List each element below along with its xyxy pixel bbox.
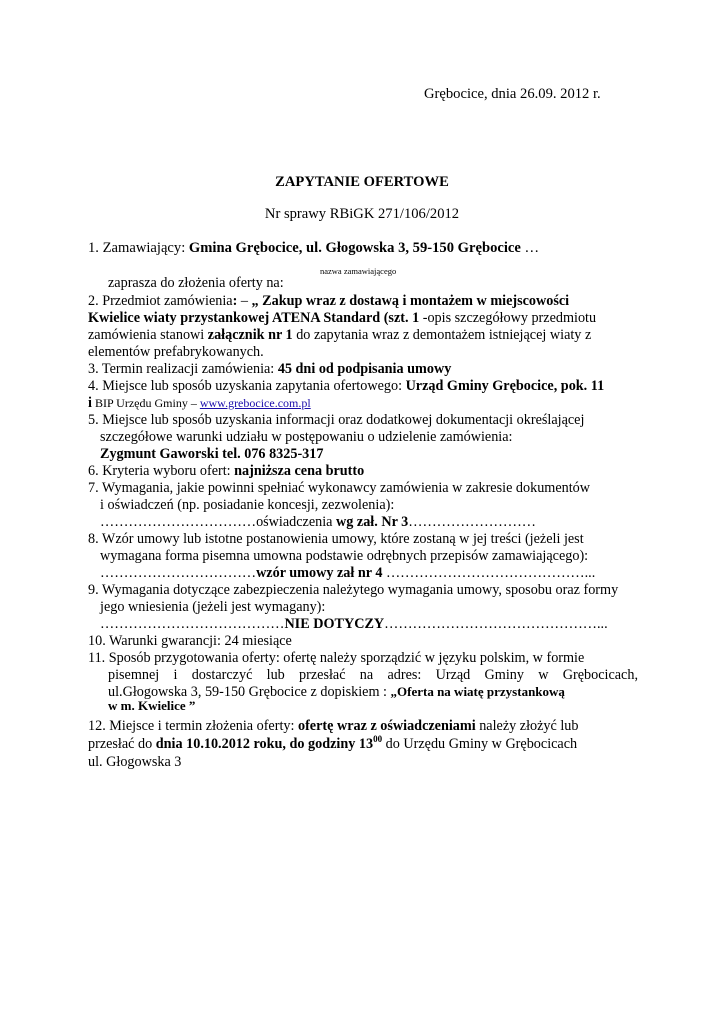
item-2-line-3 (88, 326, 591, 344)
item-9-line-3c: ………………………………………... (384, 616, 608, 632)
item-2-line-4: elementów prefabrykowanych. (88, 344, 264, 360)
item-10: 10. Warunki gwarancji: 24 miesiące (88, 633, 292, 649)
case-number: Nr sprawy RBiGK 271/106/2012 (264, 206, 460, 222)
item-7-line-1: 7. Wymagania, jakie powinni spełniać wykonawcy zamówienia w zakresie dokumentów (88, 480, 590, 496)
item-7-line-3a: ……………………………oświadczenia (100, 514, 337, 530)
item-11-line-3a: ul.Głogowska 3, 59-150 Grębocice z dopiskiem : (108, 684, 391, 700)
item-2-line-3a: zamówienia stanowi (88, 327, 208, 343)
item-6-label: 6. Kryteria wyboru ofert: (88, 463, 235, 479)
item-12-line-2 (88, 735, 577, 754)
item-6-criterion: najniższa cena brutto (234, 463, 365, 479)
item-4-label: 4. Miejsce lub sposób uzyskania zapytania ofertowego: (88, 378, 406, 394)
item-12-line-2a: przesłać do (88, 736, 156, 752)
item-1-label: 1. Zamawiający: (88, 240, 189, 256)
item-9-line-3a: ………………………………… (100, 616, 285, 632)
item-1-suffix: … (520, 240, 540, 256)
item-9-not-applicable: NIE DOTYCZY (284, 616, 385, 632)
item-4-line-2 (88, 394, 311, 412)
item-7-line-3c: ……………………… (408, 514, 536, 530)
item-8-line-3c: ……………………………………... (382, 565, 596, 581)
item-2-line-3c: do zapytania wraz z demontażem istniejącej wiaty z (292, 327, 592, 343)
item-2-subject-2: Kwielice wiaty przystankowej ATENA Standard (szt. 1 (88, 310, 420, 326)
item-7-line-3 (100, 513, 536, 531)
item-7-attachment: wg zał. Nr 3 (336, 514, 409, 530)
item-8-contract-template: wzór umowy zał nr 4 (256, 565, 383, 581)
item-2-line-2 (88, 309, 596, 327)
item-1-caption: nazwa zamawiającego (320, 266, 397, 276)
item-3 (88, 360, 451, 378)
item-5-contact: Zygmunt Gaworski tel. 076 8325-317 (100, 446, 324, 462)
item-4-i: i (88, 395, 92, 411)
item-2-label: 2. Przedmiot zamówienia (88, 293, 233, 309)
item-9-line-2: jego wniesienia (jeżeli jest wymagany): (100, 599, 326, 615)
item-6 (88, 462, 364, 480)
item-12-line-2c: do Urzędu Gminy w Grębocicach (382, 736, 578, 752)
item-2-colon: : (232, 293, 238, 309)
item-12-line-1c: należy złożyć lub (475, 718, 579, 734)
item-2-subject-1: „ Zakup wraz z dostawą i montażem w miejscowości (251, 293, 570, 309)
item-12-minutes: 00 (373, 734, 383, 744)
item-12-line-3: ul. Głogowska 3 (88, 754, 182, 770)
item-2-line-1 (88, 292, 569, 310)
item-4-location: Urząd Gminy Grębocice, pok. 11 (405, 378, 605, 394)
item-11-line-4: w m. Kwielice ” (108, 698, 196, 713)
item-8-line-3a: …………………………… (100, 565, 257, 581)
item-8-line-3 (100, 564, 595, 582)
item-2-dash: – (237, 293, 252, 309)
item-12-offer: ofertę wraz z oświadczeniami (297, 718, 476, 734)
place-date: Grębocice, dnia 26.09. 2012 r. (424, 86, 601, 102)
item-2-rest-2: -opis szczegółowy przedmiotu (419, 310, 597, 326)
item-12-deadline: dnia 10.10.2012 roku, do godziny 13 (155, 736, 374, 752)
item-9-line-3 (100, 615, 608, 633)
item-7-line-2: i oświadczeń (np. posiadanie koncesji, zezwolenia): (100, 497, 395, 513)
item-11-marking: „Oferta na wiatę przystankową (390, 684, 565, 699)
item-11-line-2: pisemnej i dostarczyć lub przesłać na adres: Urząd Gminy w Grębocicach, (108, 667, 638, 683)
item-12-label: 12. Miejsce i termin złożenia oferty: (88, 718, 298, 734)
item-12-line-1 (88, 717, 578, 735)
item-2-attachment: załącznik nr 1 (207, 327, 293, 343)
item-3-label: 3. Termin realizacji zamówienia: (88, 361, 278, 377)
website-link[interactable]: www.grebocice.com.pl (199, 396, 311, 410)
item-3-deadline: 45 dni od podpisania umowy (277, 361, 452, 377)
item-4-line-1 (88, 377, 604, 395)
item-9-line-1: 9. Wymagania dotyczące zabezpieczenia należytego wymagania umowy, sposobu oraz formy (88, 582, 619, 598)
item-5-line-2: szczegółowe warunki udziału w postępowaniu o udzielenie zamówienia: (100, 429, 513, 445)
item-1-line-2: zaprasza do złożenia oferty na: (108, 275, 284, 291)
contracting-authority: Gmina Grębocice, ul. Głogowska 3, 59-150 Grębocice (188, 240, 521, 256)
document-title: ZAPYTANIE OFERTOWE (275, 174, 449, 190)
item-8-line-1: 8. Wzór umowy lub istotne postanowienia umowy, które zostaną w jej treści (jeżeli jest (88, 531, 584, 547)
item-1-line-1 (88, 239, 539, 257)
item-8-line-2: wymagana forma pisemna umowna podstawie odrębnych przepisów zamawiającego): (100, 548, 589, 564)
item-5-line-1: 5. Miejsce lub sposób uzyskania informacji oraz dodatkowej dokumentacji określającej (88, 412, 585, 428)
item-4-bip: BIP Urzędu Gminy – (91, 396, 200, 410)
item-11-line-1: 11. Sposób przygotowania oferty: ofertę należy sporządzić w języku polskim, w formie (88, 650, 585, 666)
